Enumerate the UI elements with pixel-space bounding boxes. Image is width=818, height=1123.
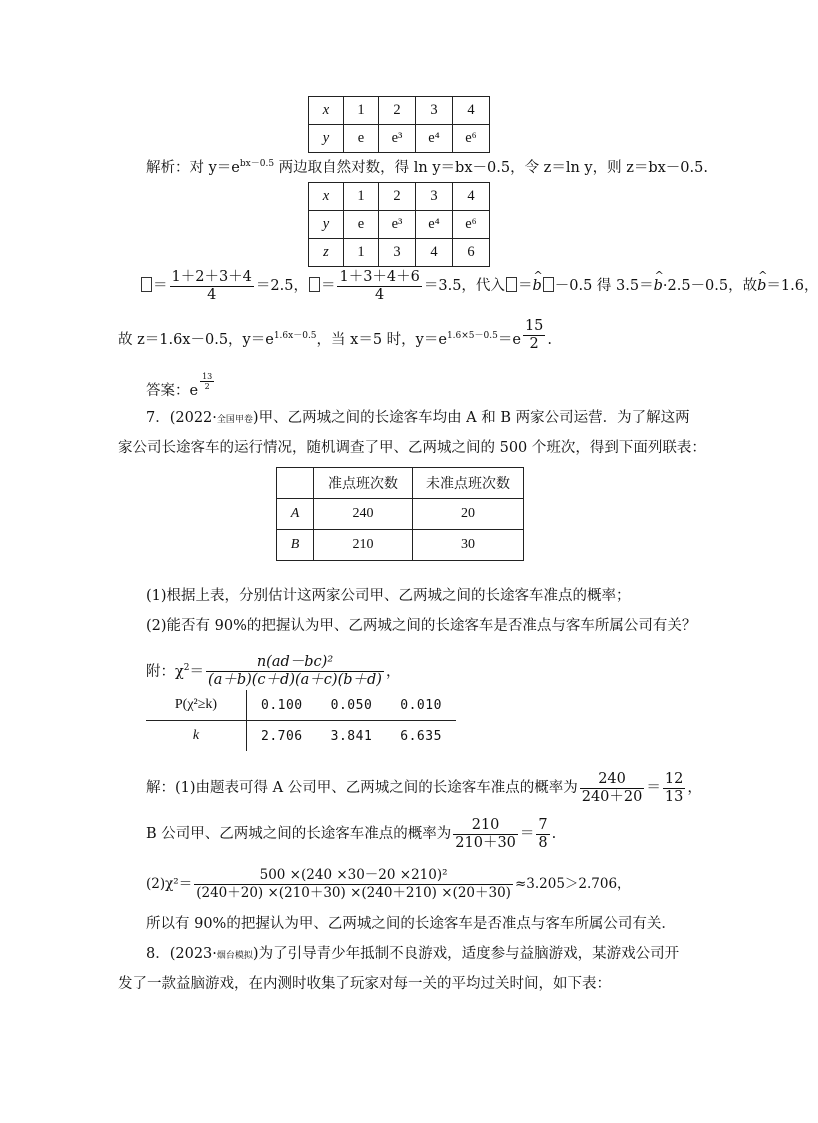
table-header: 准点班次数 — [314, 468, 413, 499]
table-cell: 0.100 — [261, 697, 303, 713]
numerator: 13 — [202, 372, 213, 381]
chi-square-table — [146, 690, 456, 751]
text: (2)χ²＝ — [146, 876, 193, 892]
numerator: 1＋3＋4＋6 — [339, 268, 420, 285]
numerator: 210 — [453, 817, 518, 835]
denominator: 4 — [207, 286, 217, 303]
table-row — [146, 690, 456, 721]
exponent: bx－0.5 — [239, 159, 275, 169]
text: )为了引导青少年抵制不良游戏，适度参与益脑游戏，某游戏公司开 — [252, 946, 680, 962]
table-cell: 20 — [413, 499, 524, 530]
denominator: (240＋20) ×(210＋30) ×(240＋210) ×(20＋30) — [196, 885, 511, 901]
text: B 公司甲、乙两城之间的长途客车准点的概率为 — [146, 826, 452, 842]
q7-sub-1 — [146, 586, 631, 606]
x-bar-glyph-icon — [141, 277, 152, 292]
q8-line-1 — [146, 944, 679, 966]
text: 8．(2023· — [146, 946, 217, 962]
text: 家公司长途客车的运行情况，随机调查了甲、乙两城之间的 500 个班次，得到下面列联表： — [118, 440, 706, 456]
exponent: 1.6×5－0.5 — [446, 331, 498, 341]
text: ＝ — [153, 278, 168, 294]
answer-label: 答案：e — [146, 382, 199, 399]
table-cell: e — [344, 125, 379, 153]
table-cell: 3 — [416, 97, 453, 125]
solution-line-1 — [146, 768, 702, 808]
text: ＝ — [320, 278, 336, 294]
fraction — [536, 817, 549, 852]
numerator: 240 — [580, 771, 645, 789]
table-cell: e⁴ — [416, 125, 453, 153]
text: 故 z＝1.6x－0.5，y＝e — [118, 331, 274, 348]
z-hat-glyph-icon — [506, 277, 517, 292]
text: 所以有 90%的把握认为甲、乙两城之间的长途客车是否准点与客车所属公司有关． — [146, 916, 676, 932]
table-cell: 4 — [416, 239, 453, 267]
table-cell: e⁶ — [453, 211, 490, 239]
text: ＝ — [646, 780, 661, 796]
text: ·2.5－0.5，故 — [662, 278, 758, 294]
text: ＝1.6， — [766, 278, 818, 294]
text: ＝ — [519, 826, 535, 842]
fraction — [194, 867, 513, 902]
fraction — [206, 654, 384, 689]
table-cell: 2.706 — [261, 728, 303, 744]
denominator: 8 — [538, 834, 548, 851]
x-bar-glyph-icon — [543, 277, 554, 292]
table-cell: 210 — [314, 530, 413, 561]
table-cell: 3 — [416, 183, 453, 211]
table-cell: 1 — [344, 97, 379, 125]
solution-line-3 — [146, 864, 631, 904]
numerator: 12 — [664, 770, 684, 787]
text: ， — [385, 663, 401, 680]
text: (1)根据上表，分别估计这两家公司甲、乙两城之间的长途客车准点的概率； — [146, 588, 631, 604]
numerator: 7 — [538, 816, 548, 833]
table-row — [277, 499, 524, 530]
table-header — [277, 468, 314, 499]
table-header: k — [146, 721, 247, 752]
denominator: 210＋30 — [455, 834, 516, 851]
q7-sub-2 — [146, 616, 696, 636]
fraction — [663, 771, 685, 806]
text: ＝e — [497, 331, 521, 348]
table-cell: y — [309, 211, 344, 239]
fraction — [337, 269, 421, 304]
calc-line-1 — [140, 268, 818, 304]
text: 两边取自然对数，得 ln — [274, 159, 433, 176]
table-cell: 0.010 — [400, 697, 442, 713]
table-cell: 4 — [453, 183, 490, 211]
b-hat: ^ b — [654, 268, 663, 304]
source-tag: 全国甲卷 — [216, 415, 253, 425]
table-cell: 240 — [314, 499, 413, 530]
numerator: 500 ×(240 ×30－20 ×210)² — [194, 867, 513, 885]
table-cell: 1 — [344, 239, 379, 267]
analysis-label: 解析： — [146, 159, 190, 176]
fraction — [170, 269, 254, 304]
b-hat: ^ b — [757, 268, 766, 304]
text: ＝3.5，代入 — [423, 278, 505, 294]
numerator: 15 — [524, 318, 544, 334]
table-cell: 3.841 — [330, 728, 373, 744]
table-row — [309, 125, 490, 153]
solution-line-2 — [146, 814, 556, 854]
table-row — [309, 211, 490, 239]
table-cell: 3 — [379, 239, 416, 267]
xyz-table — [308, 182, 490, 267]
table-cell: 4 — [453, 97, 490, 125]
table-row — [277, 530, 524, 561]
text: 附：χ — [146, 663, 184, 680]
denominator: (a＋b)(c＋d)(a＋c)(b＋d) — [208, 672, 382, 689]
table-cell: x — [309, 97, 344, 125]
table-cell: 6.635 — [400, 728, 442, 744]
table-header: 未准点班次数 — [413, 468, 524, 499]
answer-line — [146, 372, 216, 403]
text: (2)能否有 90%的把握认为甲、乙两城之间的长途客车是否准点与客车所属公司有关？ — [146, 618, 697, 634]
text: . — [551, 826, 557, 842]
text: 解：(1)由题表可得 A 公司甲、乙两城之间的长途客车准点的概率为 — [146, 780, 578, 796]
numerator: n(ad－bc)² — [206, 654, 384, 672]
table-cell: y — [309, 125, 344, 153]
source-tag: 烟台模拟 — [216, 951, 253, 961]
denominator: 2 — [204, 382, 210, 391]
table-cell: 1 — [344, 183, 379, 211]
table-row — [309, 183, 490, 211]
table-cell: 6 — [453, 239, 490, 267]
table-row — [309, 97, 490, 125]
table-cell: z — [309, 239, 344, 267]
calc-line-2 — [118, 318, 552, 358]
text: y＝e — [208, 159, 240, 176]
table-cell: 30 — [413, 530, 524, 561]
text: ≈3.205＞2.706， — [514, 876, 631, 892]
table-cell: x — [309, 183, 344, 211]
q7-line-2 — [118, 438, 706, 458]
text: y＝bx－0.5，令 z＝ln y，则 z＝bx－0.5. — [432, 159, 708, 176]
denominator: 240＋20 — [581, 788, 643, 805]
denominator: 13 — [664, 788, 684, 805]
table-cell: e³ — [379, 125, 416, 153]
text: 发了一款益脑游戏，在内测时收集了玩家对每一关的平均过关时间，如下表： — [118, 976, 611, 992]
b-hat: ^ b — [532, 268, 541, 304]
table-cell: B — [277, 530, 314, 561]
fraction-exponent — [200, 372, 214, 391]
table-cell: e⁴ — [416, 211, 453, 239]
table-cell: e⁶ — [453, 125, 490, 153]
text: 对 — [189, 159, 209, 176]
q8-line-2 — [118, 974, 611, 994]
fraction — [523, 318, 545, 353]
text: ，当 x＝5 时，y＝e — [316, 331, 447, 348]
fraction — [453, 817, 518, 852]
fraction — [580, 771, 645, 806]
text: ， — [687, 780, 702, 796]
denominator: 2 — [529, 336, 539, 352]
solution-line-4 — [146, 914, 676, 934]
text: ＝ — [517, 278, 533, 294]
numerator: 1＋2＋3＋4 — [171, 268, 252, 285]
table-cell: e³ — [379, 211, 416, 239]
table-cell: 2 — [379, 183, 416, 211]
exponent: 1.6x－0.5 — [273, 331, 317, 341]
table-cell: 0.050 — [330, 697, 373, 713]
table-row — [277, 468, 524, 499]
analysis-line — [146, 154, 708, 178]
text: －0.5 得 3.5＝ — [554, 278, 654, 294]
z-bar-glyph-icon — [309, 277, 320, 292]
table-cell: 2 — [379, 97, 416, 125]
text: )甲、乙两城之间的长途客车均由 A 和 B 两家公司运营．为了解这两 — [252, 410, 690, 426]
table-row — [146, 721, 456, 752]
table-cell: e — [344, 211, 379, 239]
contingency-table — [276, 467, 524, 561]
table-cell: A — [277, 499, 314, 530]
denominator: 4 — [375, 286, 385, 303]
table-row — [309, 239, 490, 267]
table-header: P(χ²≥k) — [146, 690, 247, 721]
attach-formula: 附：$\chi^2=$ $\frac{\text{n(ad－bc)²}}{(a+b)(c+d)(a+c)(b+d)}$ ， — [146, 654, 401, 689]
text: . — [547, 331, 552, 348]
text: ＝2.5， — [255, 278, 308, 294]
text: 7．(2022· — [146, 410, 217, 426]
q7-line-1 — [146, 408, 690, 430]
xy-table — [308, 96, 490, 153]
